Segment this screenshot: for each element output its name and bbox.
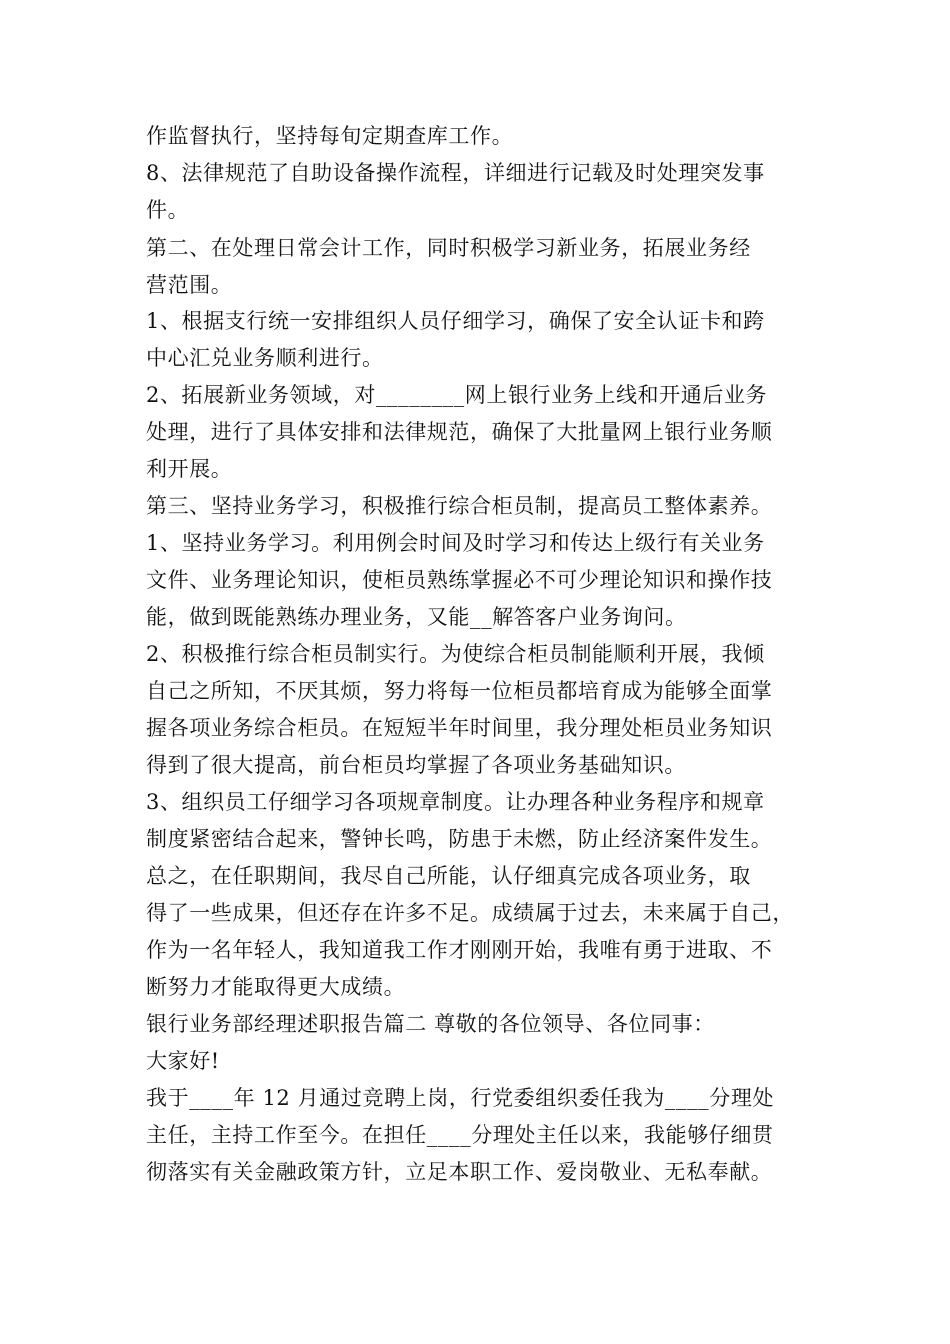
text-line: 2、积极推行综合柜员制实行。为使综合柜员制能顺利开展，我倾 <box>146 642 765 666</box>
text-line: 利开展。 <box>146 457 233 481</box>
text-line: 大家好! <box>146 1049 220 1073</box>
text-line: 3、组织员工仔细学习各项规章制度。让办理各种业务程序和规章 <box>146 790 765 814</box>
text-line: 第二、在处理日常会计工作，同时积极学习新业务，拓展业务经 <box>146 236 751 260</box>
text-line: 得到了很大提高，前台柜员均掌握了各项业务基础知识。 <box>146 753 686 777</box>
text-line: 文件、业务理论知识，使柜员熟练掌握必不可少理论知识和操作技 <box>146 568 773 592</box>
text-line: 我于____年 12 月通过竞聘上岗，行党委组织委任我为____分理处 <box>146 1086 775 1110</box>
text-line: 制度紧密结合起来，警钟长鸣，防患于未燃，防止经济案件发生。 <box>146 827 773 851</box>
text-line: 能，做到既能熟练办理业务，又能__解答客户业务询问。 <box>146 605 687 629</box>
text-line: 第三、坚持业务学习，积极推行综合柜员制，提高员工整体素养。 <box>146 494 773 518</box>
text-line: 处理，进行了具体安排和法律规范，确保了大批量网上银行业务顺 <box>146 420 773 444</box>
text-line: 2、拓展新业务领域，对________网上银行业务上线和开通后业务 <box>146 383 768 407</box>
text-line: 1、坚持业务学习。利用例会时间及时学习和传达上级行有关业务 <box>146 531 765 555</box>
text-line: 作监督执行，坚持每旬定期查库工作。 <box>146 124 514 148</box>
section-heading: 银行业务部经理述职报告篇二 尊敬的各位领导、各位同事： <box>146 1012 715 1036</box>
text-line: 主任，主持工作至今。在担任____分理处主任以来，我能够仔细贯 <box>146 1123 774 1147</box>
text-line: 总之，在任职期间，我尽自己所能，认仔细真完成各项业务，取 <box>146 864 751 888</box>
text-line: 8、法律规范了自助设备操作流程，详细进行记载及时处理突发事 <box>146 161 765 185</box>
text-line: 营范围。 <box>146 273 233 297</box>
text-line: 彻落实有关金融政策方针，立足本职工作、爱岗敬业、无私奉献。 <box>146 1160 773 1184</box>
text-line: 件。 <box>146 198 190 222</box>
text-line: 得了一些成果，但还存在许多不足。成绩属于过去，未来属于自己， <box>146 901 794 925</box>
text-line: 中心汇兑业务顺利进行。 <box>146 346 384 370</box>
text-line: 握各项业务综合柜员。在短短半年时间里，我分理处柜员业务知识 <box>146 716 773 740</box>
text-line: 1、根据支行统一安排组织人员仔细学习，确保了安全认证卡和跨 <box>146 309 765 333</box>
text-line: 自己之所知，不厌其烦，努力将每一位柜员都培育成为能够全面掌 <box>146 679 773 703</box>
text-line: 作为一名年轻人，我知道我工作才刚刚开始，我唯有勇于进取、不 <box>146 938 773 962</box>
text-line: 断努力才能取得更大成绩。 <box>146 975 406 999</box>
